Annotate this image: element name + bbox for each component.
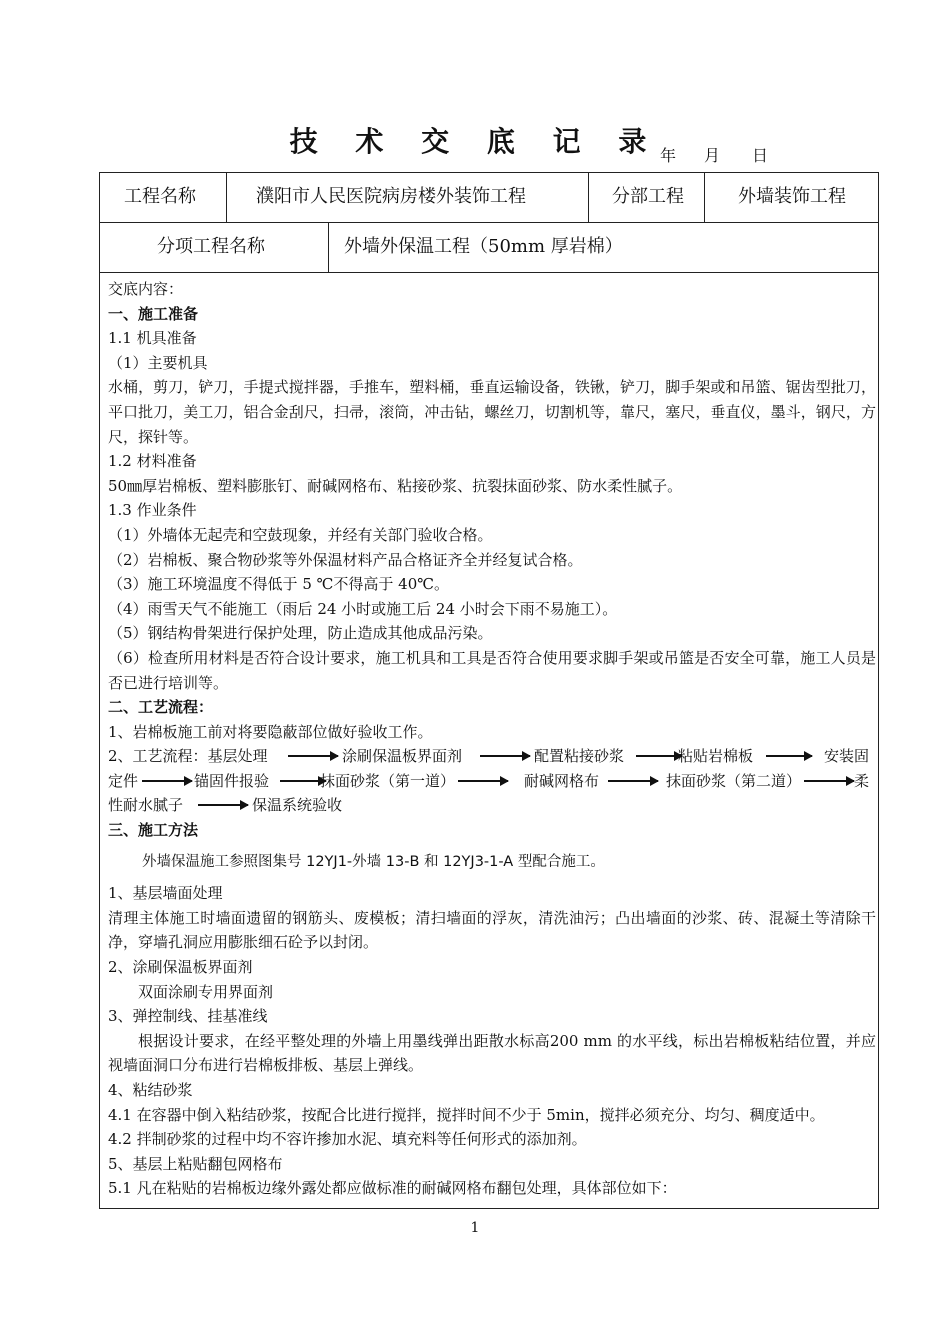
process-flow-row bbox=[108, 744, 876, 769]
tools-paragraph: 水桶，剪刀，铲刀，手提式搅拌器，手推车，塑料桶，垂直运输设备，铁锹，铲刀，脚手架或和吊篮、锯齿型批刀，平口批刀，美工刀，铝合金刮尺，扫帚，滚筒，冲击钻，螺丝刀，切割机等，靠尺，塞尺，垂直仪，墨斗，钢尺，方尺，探针等。 bbox=[108, 378, 876, 446]
arrow-right-icon bbox=[804, 780, 854, 782]
column-divider bbox=[704, 172, 705, 222]
condition-item: （2）岩棉板、聚合物砂浆等外保温材料产品合格证齐全并经复试合格。 bbox=[108, 550, 583, 569]
subitem-label: 分项工程名称 bbox=[157, 236, 265, 257]
section-heading: 一、施工准备 bbox=[108, 304, 199, 323]
flow-step: 耐碱网格布 bbox=[524, 771, 600, 790]
process-flow-row bbox=[108, 769, 876, 794]
arrow-right-icon bbox=[636, 755, 682, 757]
process-note: 1、岩棉板施工前对将要隐蔽部位做好验收工作。 bbox=[108, 722, 433, 741]
method-paragraph: 根据设计要求，在经平整处理的外墙上用墨线弹出距散水标高200 mm 的水平线，标出岩棉板粘结位置，并应视墙面洞口分布进行岩棉板排板、基层上弹线。 bbox=[108, 1031, 876, 1075]
arrow-right-icon bbox=[766, 755, 812, 757]
flow-step: 保温系统验收 bbox=[252, 796, 343, 815]
subsection-heading: 1.3 作业条件 bbox=[108, 501, 197, 520]
method-paragraph: 5.1 凡在粘贴的岩棉板边缘外露处都应做标准的耐碱网格布翻包处理，具体部位如下： bbox=[108, 1179, 677, 1198]
reference-note: 外墙保温施工参照图集号 12YJ1-外墙 13-B 和 12YJ3-1-A 型配合施工。 bbox=[142, 853, 605, 870]
method-heading: 3、弹控制线、挂基准线 bbox=[108, 1007, 268, 1026]
content-intro: 交底内容： bbox=[108, 280, 184, 298]
arrow-right-icon bbox=[288, 755, 338, 757]
date-day-label: 日 bbox=[752, 146, 769, 165]
page-number: 1 bbox=[470, 1220, 480, 1236]
method-paragraph: 双面涂刷专用界面剂 bbox=[138, 982, 274, 1001]
condition-item: （1）外墙体无起壳和空鼓现象，并经有关部门验收合格。 bbox=[108, 525, 493, 544]
flow-step: 抹面砂浆（第二道） bbox=[666, 771, 802, 790]
column-divider bbox=[328, 222, 329, 272]
flow-step: 安装固 bbox=[824, 747, 870, 766]
method-heading: 1、基层墙面处理 bbox=[108, 884, 223, 903]
date-month-label: 月 bbox=[704, 146, 721, 165]
flow-step: 柔 bbox=[854, 771, 870, 790]
row-divider bbox=[99, 222, 879, 223]
disclosure-content bbox=[108, 277, 876, 1201]
subsection-heading: 1.2 材料准备 bbox=[108, 452, 197, 471]
method-paragraph: 4.1 在容器中倒入粘结砂浆，按配合比进行搅拌，搅拌时间不少于 5min，搅拌必须充分、均匀、稠度适中。 bbox=[108, 1105, 825, 1124]
section-heading: 三、施工方法 bbox=[108, 821, 199, 840]
method-heading: 2、涂刷保温板界面剂 bbox=[108, 958, 253, 977]
flow-step: 锚固件报验 bbox=[194, 771, 270, 790]
column-divider bbox=[226, 172, 227, 222]
arrow-right-icon bbox=[608, 780, 658, 782]
arrow-right-icon bbox=[142, 780, 192, 782]
flow-lead: 2、工艺流程：基层处理 bbox=[108, 747, 268, 766]
flow-step: 性耐水腻子 bbox=[108, 796, 184, 815]
project-name-value: 濮阳市人民医院病房楼外装饰工程 bbox=[256, 186, 526, 207]
project-name-label: 工程名称 bbox=[124, 186, 196, 207]
section-heading: 二、工艺流程： bbox=[108, 698, 214, 717]
method-heading: 5、基层上粘贴翻包网格布 bbox=[108, 1154, 283, 1173]
arrow-right-icon bbox=[480, 755, 530, 757]
subitem-value: 外墙外保温工程（50mm 厚岩棉） bbox=[344, 236, 623, 257]
materials-paragraph: 50㎜厚岩棉板、塑料膨胀钉、耐碱网格布、粘接砂浆、抗裂抹面砂浆、防水柔性腻子。 bbox=[108, 476, 683, 495]
flow-step: 配置粘接砂浆 bbox=[534, 747, 625, 766]
division-value: 外墙装饰工程 bbox=[738, 186, 846, 207]
document-title: 技 术 交 底 记 录 bbox=[289, 125, 661, 158]
method-heading: 4、粘结砂浆 bbox=[108, 1081, 193, 1099]
arrow-right-icon bbox=[198, 804, 248, 806]
flow-step: 定件 bbox=[108, 771, 139, 790]
date-year-label: 年 bbox=[660, 146, 677, 165]
flow-step: 抹面砂浆（第一道） bbox=[320, 771, 456, 790]
condition-item: （6）检查所用材料是否符合设计要求，施工机具和工具是否符合使用要求脚手架或吊篮是否安全可靠，施工人员是否已进行培训等。 bbox=[108, 648, 876, 692]
division-label: 分部工程 bbox=[612, 186, 684, 207]
flow-step: 涂刷保温板界面剂 bbox=[342, 747, 463, 766]
subsection-heading: 1.1 机具准备 bbox=[108, 329, 197, 348]
column-divider bbox=[588, 172, 589, 222]
method-paragraph: 4.2 拌制砂浆的过程中均不容许掺加水泥、填充料等任何形式的添加剂。 bbox=[108, 1130, 587, 1149]
condition-item: （5）钢结构骨架进行保护处理，防止造成其他成品污染。 bbox=[108, 624, 493, 643]
row-divider bbox=[99, 272, 879, 273]
condition-item: （3）施工环境温度不得低于 5 ℃不得高于 40℃。 bbox=[108, 575, 450, 594]
method-paragraph: 清理主体施工时墙面遗留的钢筋头、废模板；清扫墙面的浮灰，清洗油污；凸出墙面的沙浆、砖、混凝土等清除干净，穿墙孔洞应用膨胀细石砼予以封闭。 bbox=[108, 908, 876, 952]
process-flow-row bbox=[108, 793, 876, 818]
condition-item: （4）雨雪天气不能施工（雨后 24 小时或施工后 24 小时会下雨不易施工）。 bbox=[108, 599, 618, 618]
arrow-right-icon bbox=[458, 780, 508, 782]
flow-step: 粘贴岩棉板 bbox=[678, 747, 754, 766]
subsection-subheading: （1）主要机具 bbox=[108, 353, 208, 372]
